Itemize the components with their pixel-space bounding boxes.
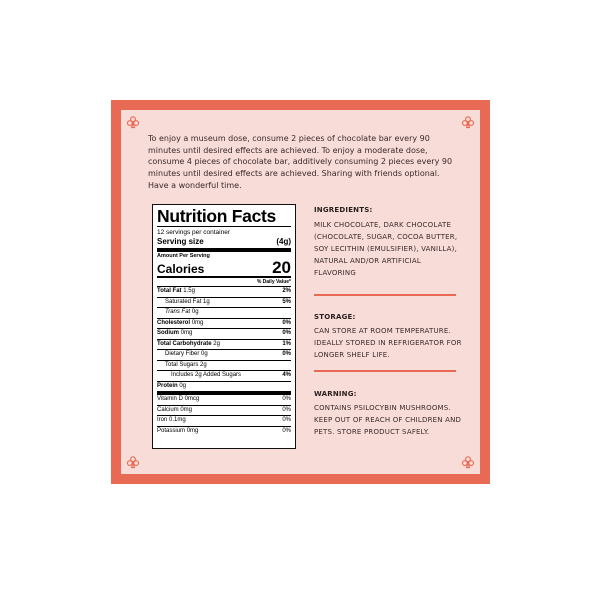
serving-size: Serving size (4g) bbox=[157, 237, 291, 252]
amount-per-serving: Amount Per Serving bbox=[157, 253, 210, 259]
nutrient-row: Trans Fat 0g bbox=[157, 307, 291, 318]
servings-per-container: 12 servings per container bbox=[157, 229, 230, 236]
nutrient-row: Cholesterol 0mg 0% bbox=[157, 318, 291, 329]
section-divider bbox=[314, 294, 456, 296]
daily-value-header: % Daily Value* bbox=[256, 279, 291, 285]
nutrient-row: Includes 2g Added Sugars 4% bbox=[157, 370, 291, 381]
club-icon bbox=[461, 455, 475, 469]
nutrient-row: Dietary Fiber 0g 0% bbox=[157, 349, 291, 360]
club-icon bbox=[461, 115, 475, 129]
nutrition-title: Nutrition Facts bbox=[157, 207, 291, 227]
dosage-instructions: To enjoy a museum dose, consume 2 pieces of chocolate bar every 90 minutes until desired effects are achieved. To enjoy a moderate dose, consume 4 pieces of chocolate bar, additively consuming 2 pieces every 90 minutes until desired effects are achieved. Sharing with friends optional. Have a wonderful time. bbox=[148, 134, 453, 190]
nutrient-row: Calcium 0mg 0% bbox=[157, 405, 291, 416]
nutrient-row: Vitamin D 0mcg 0% bbox=[157, 391, 291, 405]
nutrient-row: Total Sugars 2g bbox=[157, 360, 291, 371]
ingredients-section bbox=[314, 204, 464, 279]
warning-section bbox=[314, 388, 464, 438]
nutrient-row: Protein 0g bbox=[157, 381, 291, 392]
nutrient-row: Total Fat 1.5g 2% bbox=[157, 286, 291, 297]
ingredients-text: MILK CHOCOLATE, DARK CHOCOLATE (CHOCOLATE, SUGAR, COCOA BUTTER, SOY LECITHIN (EMULSIFIER), VANILLA), NATURAL AND/OR ARTIFICIAL FLAVORING bbox=[314, 221, 458, 277]
storage-section bbox=[314, 311, 464, 361]
warning-heading: WARNING: bbox=[314, 390, 357, 398]
calories-row: Calories 20 bbox=[157, 258, 291, 277]
nutrient-row: Sodium 0mg 0% bbox=[157, 328, 291, 339]
warning-text: CONTAINS PSILOCYBIN MUSHROOMS. KEEP OUT OF REACH OF CHILDREN AND PETS. STORE PRODUCT SAFELY. bbox=[314, 404, 462, 436]
storage-heading: STORAGE: bbox=[314, 313, 356, 321]
club-icon bbox=[126, 455, 140, 469]
nutrient-row: Saturated Fat 1g 5% bbox=[157, 297, 291, 308]
nutrition-facts-label bbox=[152, 204, 296, 449]
nutrient-row: Potassium 0mg 0% bbox=[157, 426, 291, 437]
ingredients-heading: INGREDIENTS: bbox=[314, 206, 373, 214]
section-divider bbox=[314, 370, 456, 372]
nutrient-row: Total Carbohydrate 2g 1% bbox=[157, 339, 291, 350]
club-icon bbox=[126, 115, 140, 129]
storage-text: CAN STORE AT ROOM TEMPERATURE. IDEALLY STORED IN REFRIGERATOR FOR LONGER SHELF LIFE. bbox=[314, 327, 462, 359]
nutrient-row: Iron 0.1mg 0% bbox=[157, 415, 291, 426]
